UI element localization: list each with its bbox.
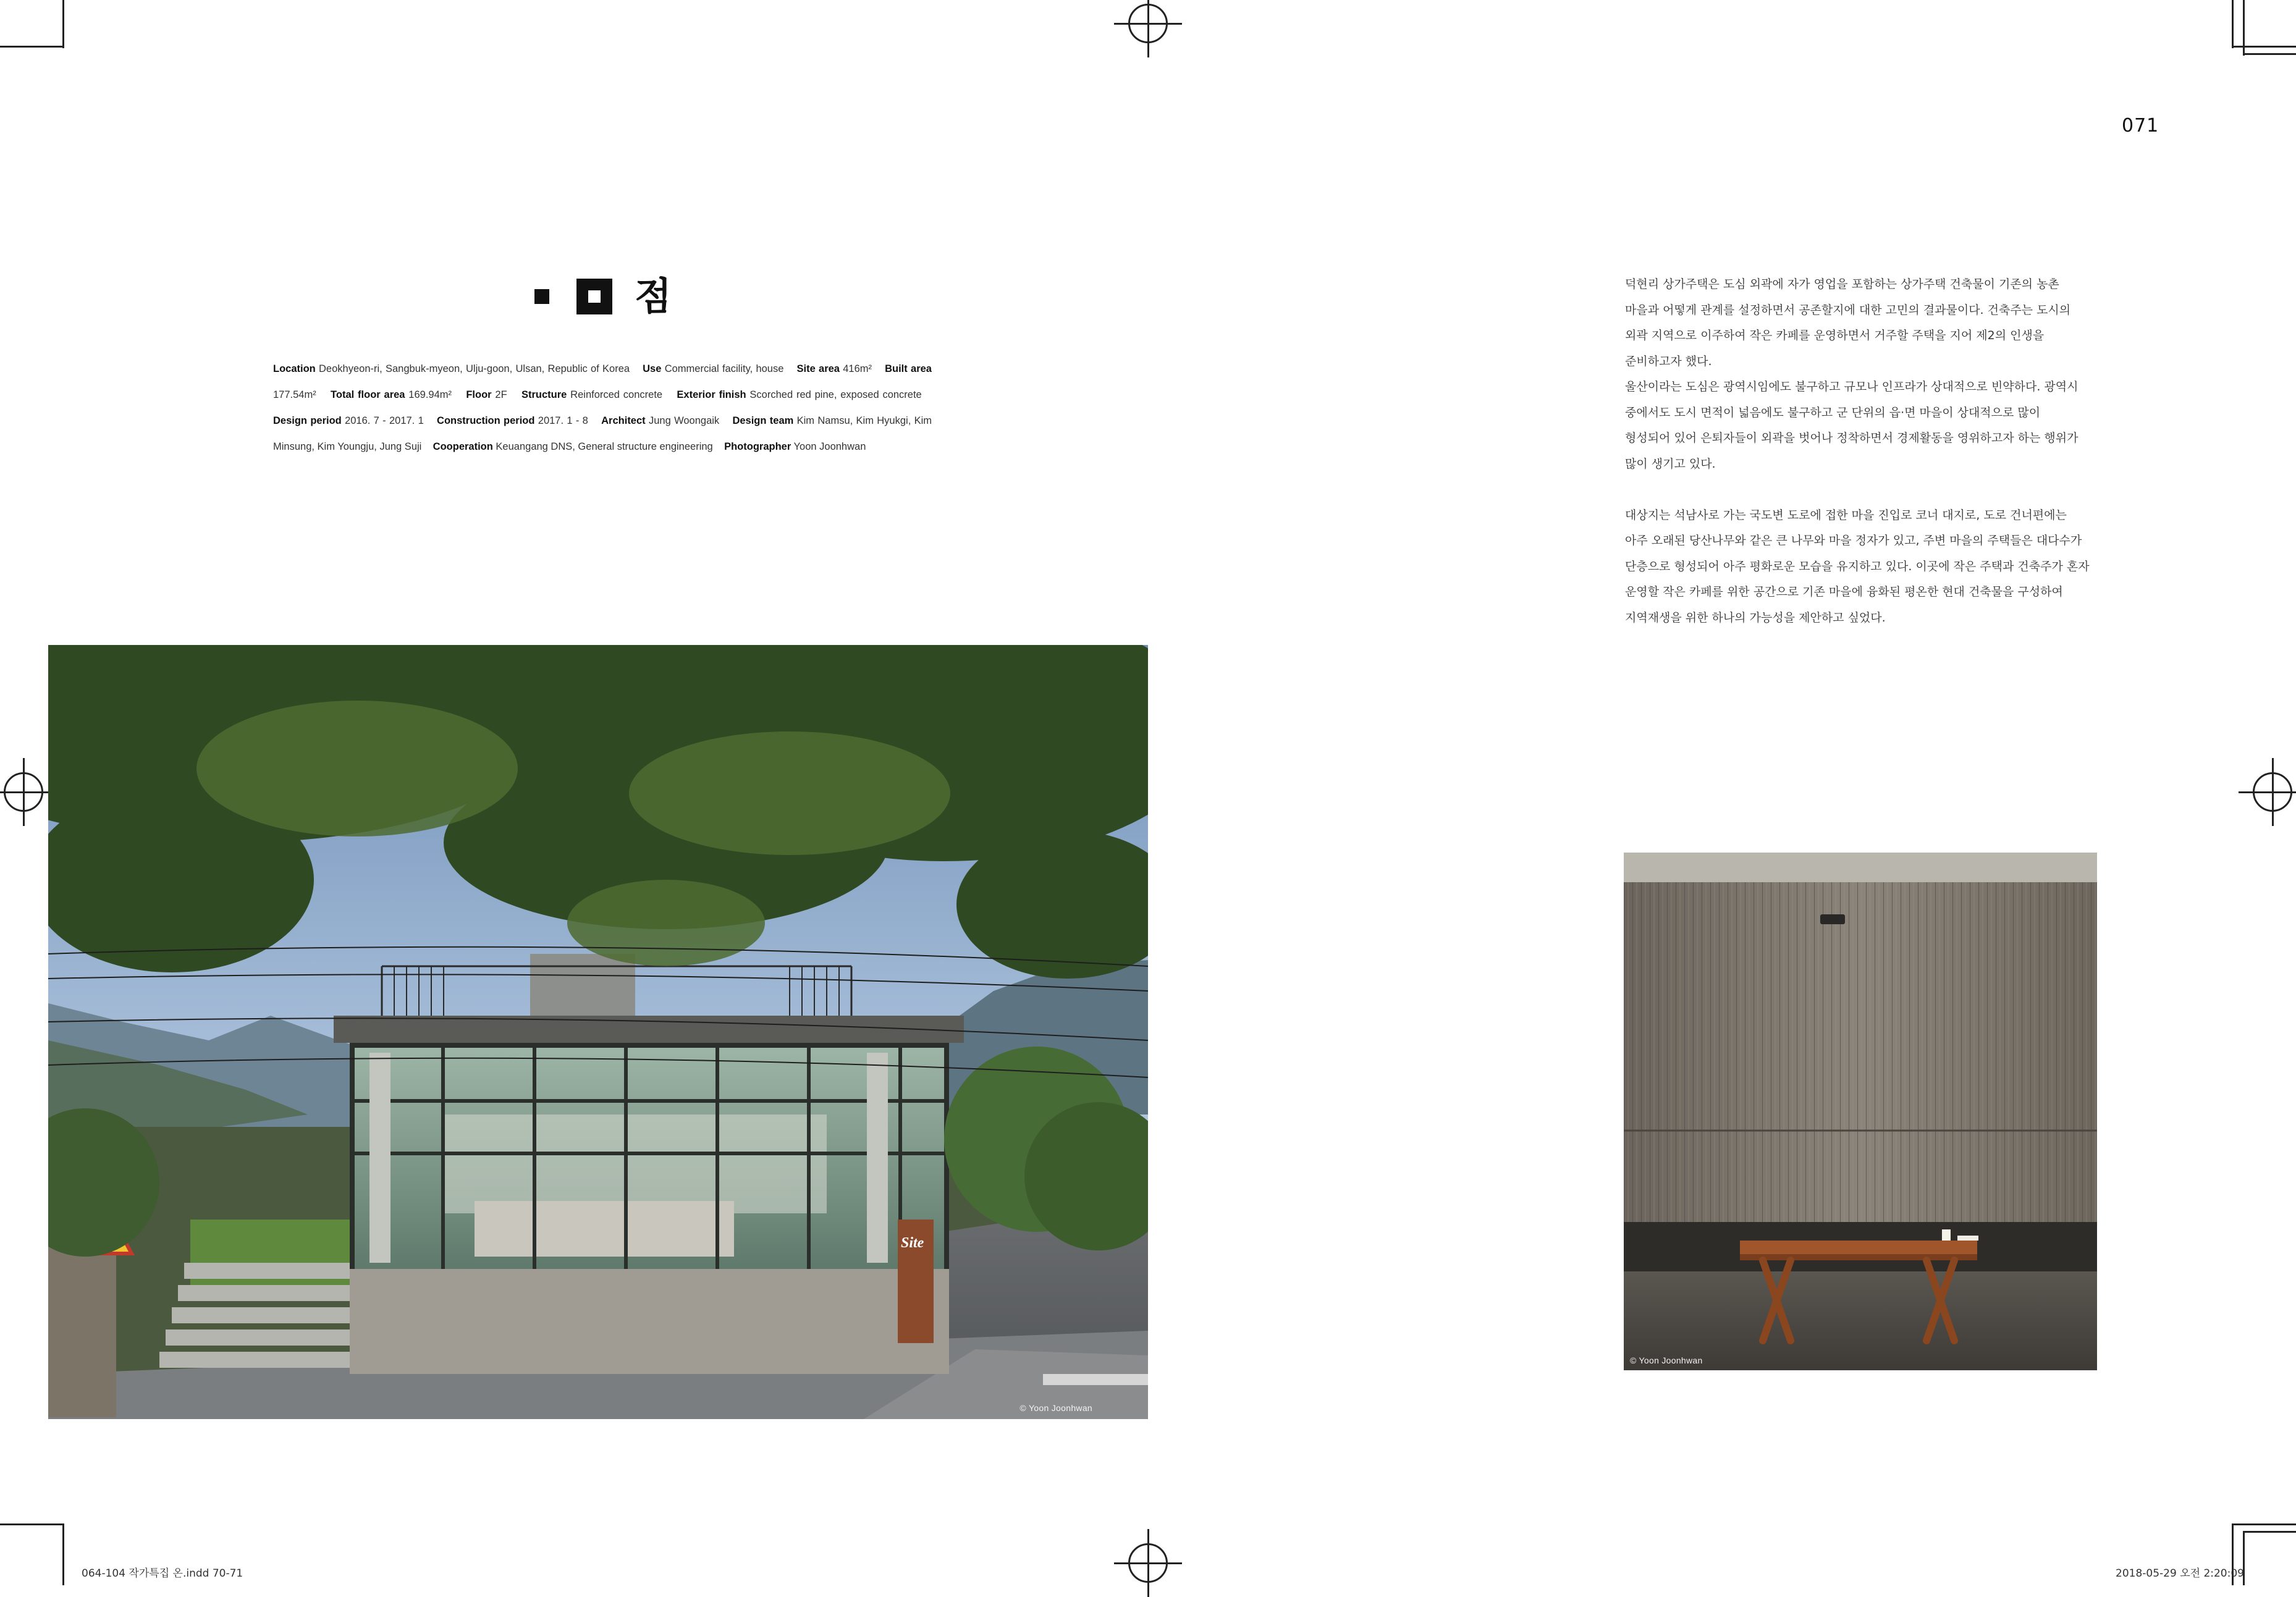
- credit-label: Design period: [273, 415, 342, 426]
- credit-value: 2017. 1 - 8: [534, 415, 588, 426]
- credit-value: Keuangang DNS, General structure engineering: [492, 441, 713, 452]
- credit-item: [331, 389, 452, 400]
- text-line: 마을과 어떻게 관계를 설정하면서 공존할지에 대한 고민의 결과물이다. 건축주는 도시의: [1625, 303, 2071, 317]
- credit-value: 2F: [491, 389, 507, 400]
- registration-mark-bottom: [1128, 1543, 1168, 1583]
- footer-timestamp: 2018-05-29 오전 2:20:09: [2116, 1567, 2244, 1580]
- credit-value: Commercial facility, house: [661, 363, 784, 374]
- credit-item: [521, 389, 662, 400]
- footer-file-info: 064-104 작가특집 온.indd 70-71: [82, 1567, 243, 1580]
- text-line: 외곽 지역으로 이주하여 작은 카페를 운영하면서 거주할 주택을 지어 제2의 인생을: [1625, 329, 2045, 342]
- credit-value: 177.54m²: [273, 389, 316, 400]
- text-line: 중에서도 도시 면적이 넓음에도 불구하고 군 단위의 읍·면 마을이 상대적으로 많이: [1625, 405, 2041, 419]
- text-line: 덕현리 상가주택은 도심 외곽에 자가 영업을 포함하는 상가주택 건축물이 기존의 농촌: [1625, 277, 2059, 291]
- main-photo-credit: © Yoon Joonhwan: [1019, 1403, 1092, 1413]
- credit-item: [724, 441, 866, 452]
- text-line: 지역재생을 위한 하나의 가능성을 제안하고 싶었다.: [1625, 610, 1886, 625]
- credit-item: [796, 363, 872, 374]
- credit-value: 169.94m²: [405, 389, 452, 400]
- text-line: 대상지는 석남사로 가는 국도변 도로에 접한 마을 진입로 코너 대지로, 도로 건너편에는: [1625, 508, 2067, 522]
- credit-label: Site area: [796, 363, 840, 374]
- credit-item: [601, 415, 719, 426]
- registration-mark-left: [4, 772, 43, 812]
- text-line: 준비하고자 했다.: [1625, 354, 1712, 368]
- paragraph-1: [1625, 272, 2098, 477]
- credit-label: Architect: [601, 415, 646, 426]
- title-text: 점: [635, 274, 672, 319]
- credit-label: Structure: [521, 389, 567, 400]
- credit-value: 416m²: [839, 363, 872, 374]
- text-line: 아주 오래된 당산나무와 같은 큰 나무와 마을 정자가 있고, 주변 마을의 주택들은 대다수가: [1625, 534, 2082, 547]
- credit-value: Deokhyeon-ri, Sangbuk-myeon, Ulju-goon, Ulsan, Republic of Korea: [315, 363, 630, 374]
- main-photo: [48, 645, 1148, 1419]
- text-line: 많이 생기고 있다.: [1625, 457, 1716, 471]
- credit-item: [433, 441, 713, 452]
- credit-label: Exterior finish: [677, 389, 746, 400]
- credit-item: [466, 389, 507, 400]
- paragraph-2: [1625, 503, 2098, 631]
- credit-value: 2016. 7 - 2017. 1: [341, 415, 424, 426]
- credit-item: [273, 363, 630, 374]
- credit-label: Construction period: [437, 415, 535, 426]
- credit-label: Photographer: [724, 441, 791, 452]
- credit-label: Design team: [732, 415, 794, 426]
- text-line: 단층으로 형성되어 아주 평화로운 모습을 유지하고 있다. 이곳에 작은 주택과 건축주가 혼자: [1625, 559, 2090, 573]
- credit-label: Location: [273, 363, 316, 374]
- credit-label: Total floor area: [331, 389, 405, 400]
- credit-value: Kim Namsu, Kim Hyukgi, Kim Minsung, Kim Youngju, Jung Suji: [273, 415, 932, 452]
- registration-mark-right: [2253, 772, 2292, 812]
- text-line: 형성되어 있어 은퇴자들이 외곽을 벗어나 정착하면서 경제활동을 영위하고자 하는 행위가: [1625, 431, 2079, 445]
- credit-label: Use: [643, 363, 662, 374]
- credit-value: Yoon Joonhwan: [791, 441, 866, 452]
- credit-item: [273, 415, 424, 426]
- text-line: 울산이라는 도심은 광역시임에도 불구하고 규모나 인프라가 상대적으로 빈약하다. 광역시: [1625, 380, 2079, 394]
- project-credits: [273, 356, 932, 460]
- credit-label: Floor: [466, 389, 492, 400]
- body-text: [1625, 272, 2098, 631]
- square-bullet-icon: [534, 289, 549, 304]
- sign-text: Site: [901, 1235, 924, 1251]
- text-line: 운영할 작은 카페를 위한 공간으로 기존 마을에 융화된 평온한 현대 건축물을 구성하여: [1625, 585, 2063, 599]
- credit-item: [437, 415, 588, 426]
- credit-value: Reinforced concrete: [567, 389, 663, 400]
- credit-value: Scorched red pine, exposed concrete: [746, 389, 922, 400]
- square-logo-icon: [576, 279, 612, 314]
- credit-label: Cooperation: [433, 441, 493, 452]
- credit-value: Jung Woongaik: [645, 415, 720, 426]
- registration-mark-top: [1128, 4, 1168, 43]
- article-title: [534, 271, 672, 322]
- credit-item: [643, 363, 783, 374]
- side-photo: [1624, 853, 2097, 1370]
- credit-item: [677, 389, 921, 400]
- credit-label: Built area: [885, 363, 932, 374]
- side-photo-credit: © Yoon Joonhwan: [1630, 1355, 1703, 1365]
- page-number: 071: [2122, 115, 2159, 137]
